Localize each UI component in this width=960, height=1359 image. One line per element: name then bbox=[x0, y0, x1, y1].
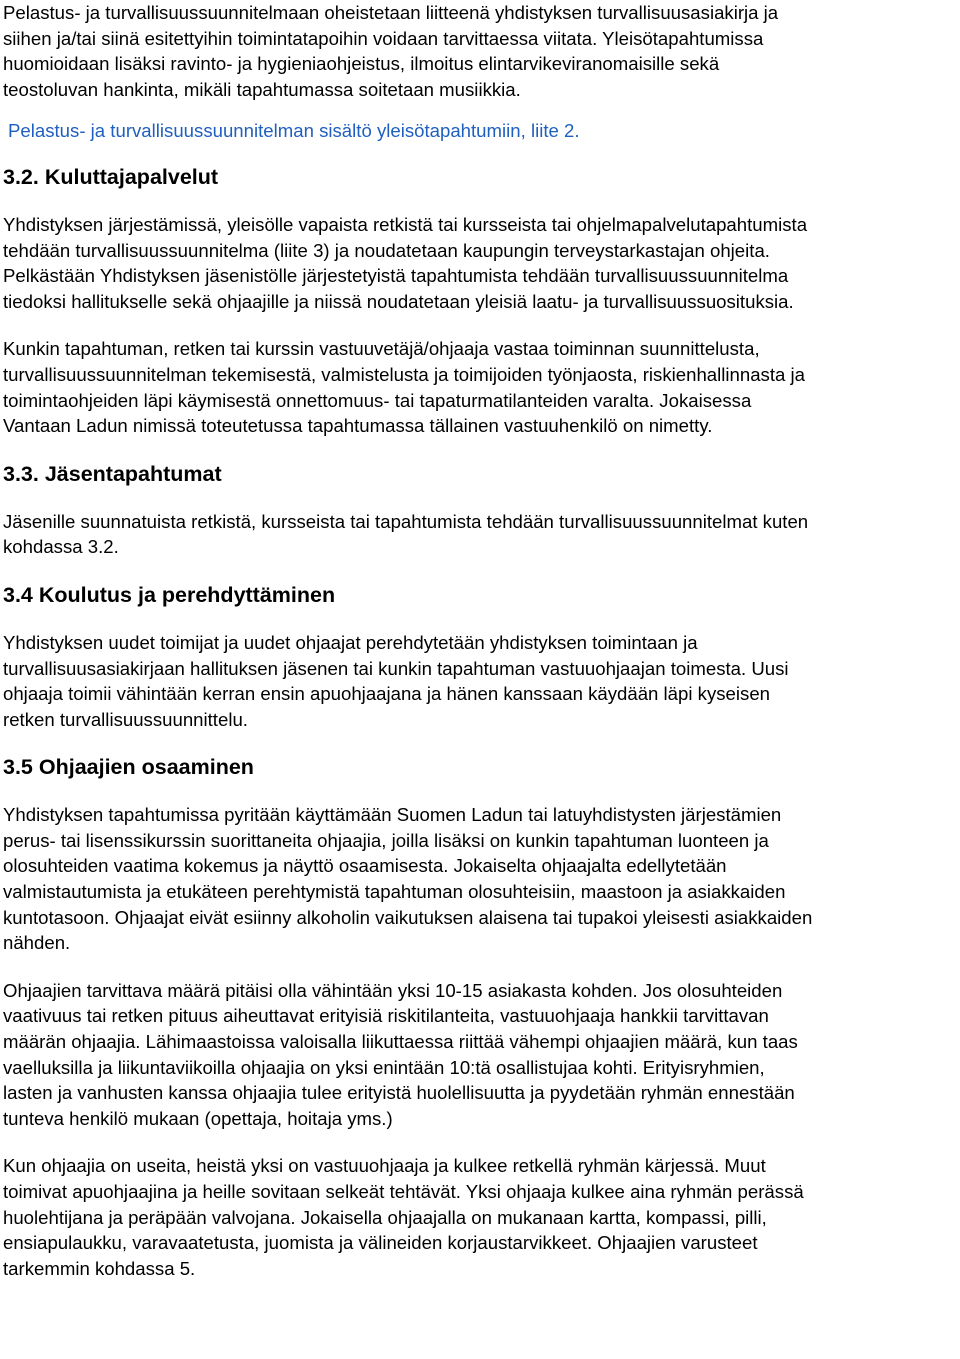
text-line: turvallisuusasiakirjaan hallituksen jäsenen tai kunkin tapahtuman vastuuohjaajan toimesta. Uusi bbox=[3, 657, 789, 679]
text-line: tehdään turvallisuussuunnitelma (liite 3) ja noudatetaan kaupungin terveystarkastajan ohjeita. bbox=[3, 239, 770, 261]
text-line: nähden. bbox=[3, 932, 71, 954]
text-line: teostoluvan hankinta, mikäli tapahtumassa soitetaan musiikkia. bbox=[3, 78, 521, 100]
text-line: valmistautumista ja etukäteen perehtymistä tapahtuman olosuhteisiin, maastoon ja asiakkaiden bbox=[3, 881, 786, 903]
text-line: perus- tai lisenssikurssin suorittaneita ohjaajia, joilla lisäksi on kunkin tapahtuman luonteen ja bbox=[3, 829, 769, 851]
appendix-2-link[interactable]: Pelastus- ja turvallisuussuunnitelman sisältö yleisötapahtumiin, liite 2. bbox=[8, 120, 580, 142]
section-3-5-paragraph-2 bbox=[3, 978, 954, 1132]
text-line: huolehtijana ja peräpään valvojana. Jokaisella ohjaajalla on mukanaan kartta, kompassi, pilli, bbox=[3, 1206, 767, 1228]
intro-paragraph bbox=[3, 0, 954, 102]
text-line: kuntotasoon. Ohjaajat eivät esiinny alkoholin vaikutuksen alaisena tai tupakoi yleisesti asiakkaiden bbox=[3, 906, 813, 928]
text-line: Kun ohjaajia on useita, heistä yksi on vastuuohjaaja ja kulkee retkellä ryhmän kärjessä. Muut bbox=[3, 1155, 766, 1177]
text-line: retken turvallisuussuunnittelu. bbox=[3, 708, 248, 730]
text-line: huomioidaan lisäksi ravinto- ja hygieniaohjeistus, ilmoitus elintarvikeviranomaisille sekä bbox=[3, 53, 720, 75]
text-line: vaativuus tai retken pituus aiheuttavat erityisiä riskitilanteita, vastuuohjaaja hankkii tarvittavan bbox=[3, 1005, 769, 1027]
section-3-4-paragraph-1 bbox=[3, 630, 954, 732]
text-line: tiedoksi hallitukselle sekä ohjaajille ja niissä noudatetaan yleisiä laatu- ja turvallisuussuosituksia. bbox=[3, 290, 794, 312]
text-line: tarkemmin kohdassa 5. bbox=[3, 1257, 196, 1279]
text-line: ensiapulaukku, varavaatetusta, juomista ja välineiden korjaustarvikkeet. Ohjaajien varusteet bbox=[3, 1232, 758, 1254]
text-line: Jäsenille suunnatuista retkistä, kursseista tai tapahtumista tehdään turvallisuussuunnitelmat kuten bbox=[3, 510, 809, 532]
text-line: turvallisuussuunnitelman tekemisestä, valmistelusta ja toimijoiden työnjaosta, riskienhallinnasta ja bbox=[3, 363, 805, 385]
text-line: Yhdistyksen järjestämissä, yleisölle vapaista retkistä tai kursseista tai ohjelmapalvelutapahtumista bbox=[3, 213, 808, 235]
text-line: siihen ja/tai siinä esitettyihin toimintatapoihin voidaan tarvittaessa viitata. Yleisötapahtumissa bbox=[3, 27, 764, 49]
section-3-3-paragraph-1 bbox=[3, 509, 954, 560]
text-line: Pelastus- ja turvallisuussuunnitelmaan oheistetaan liitteenä yhdistyksen turvallisuusasiakirja ja bbox=[3, 2, 779, 23]
text-line: Yhdistyksen tapahtumissa pyritään käyttämään Suomen Ladun tai latuyhdistysten järjestämien bbox=[3, 804, 782, 826]
text-line: Yhdistyksen uudet toimijat ja uudet ohjaajat perehdytetään yhdistyksen toimintaan ja bbox=[3, 631, 698, 653]
text-line: määrän ohjaajia. Lähimaastoissa valoisalla liikuttaessa riittää vähempi ohjaajien määrä, kun taas bbox=[3, 1031, 798, 1053]
section-heading-3-4: 3.4 Koulutus ja perehdyttäminen bbox=[3, 582, 336, 607]
text-line: kohdassa 3.2. bbox=[3, 536, 119, 558]
section-3-5-paragraph-1 bbox=[3, 802, 954, 956]
text-line: tunteva henkilö mukaan (opettaja, hoitaja yms.) bbox=[3, 1107, 393, 1129]
section-heading-3-2: 3.2. Kuluttajapalvelut bbox=[3, 164, 219, 189]
text-line: Pelkästään Yhdistyksen jäsenistölle järjestetyistä tapahtumista tehdään turvallisuussuunnitelma bbox=[3, 265, 789, 287]
section-3-5-paragraph-3 bbox=[3, 1153, 954, 1281]
text-line: vaelluksilla ja liikuntaviikoilla ohjaajia on yksi enintään 10:tä osallistujaa kohti. Erityisryhmien, bbox=[3, 1056, 765, 1078]
text-line: olosuhteiden vaatima kokemus ja näyttö osaamisesta. Jokaiselta ohjaajalta edellytetään bbox=[3, 855, 727, 877]
text-line: Ohjaajien tarvittava määrä pitäisi olla vähintään yksi 10-15 asiakasta kohden. Jos olosuhteiden bbox=[3, 979, 783, 1001]
text-line: Kunkin tapahtuman, retken tai kurssin vastuuvetäjä/ohjaaja vastaa toiminnan suunnittelusta, bbox=[3, 338, 760, 360]
text-line: lasten ja vanhusten kanssa ohjaajia tulee erityistä huolellisuutta ja pyydetään ryhmän ennestään bbox=[3, 1082, 795, 1104]
text-line: Vantaan Ladun nimissä toteutetussa tapahtumassa tällainen vastuuhenkilö on nimetty. bbox=[3, 415, 713, 437]
section-heading-3-5: 3.5 Ohjaajien osaaminen bbox=[3, 755, 254, 780]
section-3-2-paragraph-1 bbox=[3, 212, 954, 314]
section-heading-3-3: 3.3. Jäsentapahtumat bbox=[3, 461, 222, 486]
section-3-2-paragraph-2 bbox=[3, 336, 954, 438]
text-line: toimintaohjeiden läpi käymisestä onnettomuus- tai tapaturmatilanteiden varalta. Jokaisessa bbox=[3, 389, 752, 411]
text-line: ohjaaja toimii vähintään kerran ensin apuohjaajana ja hänen kanssaan käydään läpi kyseisen bbox=[3, 683, 771, 705]
text-line: toimivat apuohjaajina ja heille sovitaan selkeät tehtävät. Yksi ohjaaja kulkee aina ryhmän perässä bbox=[3, 1181, 804, 1202]
